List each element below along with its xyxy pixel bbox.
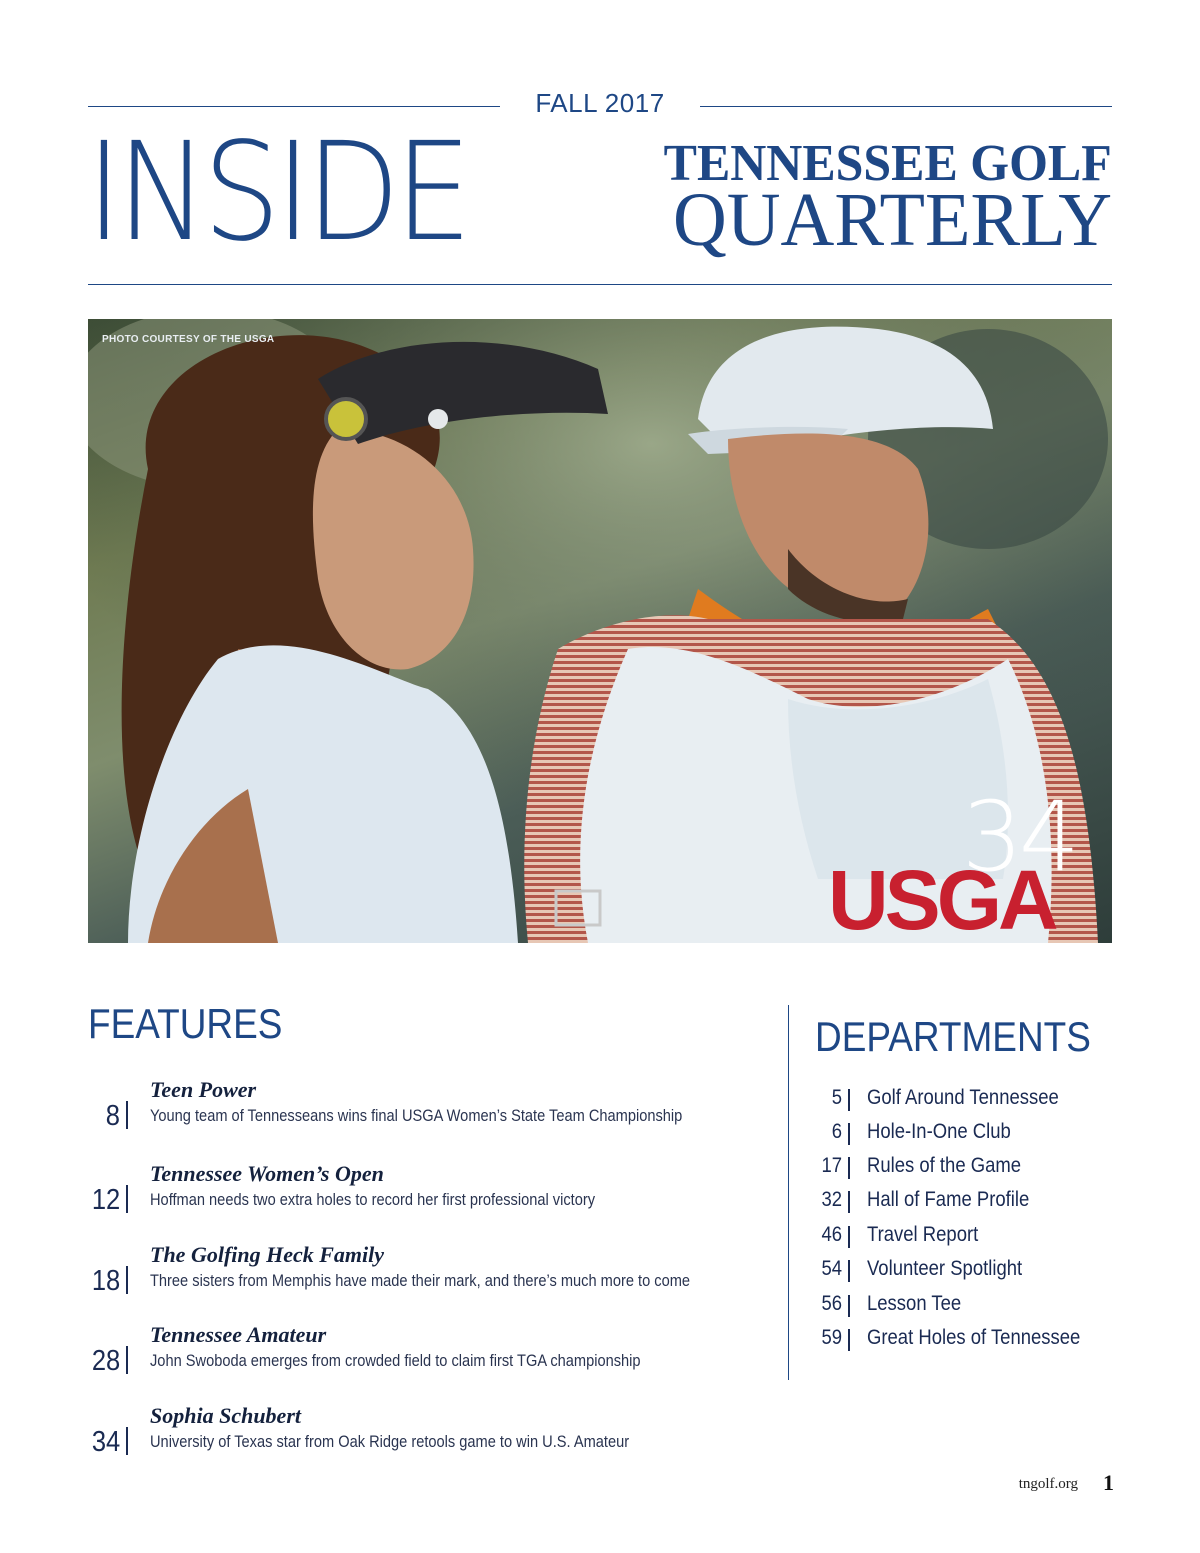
header-rule-left bbox=[88, 106, 500, 107]
department-label: Volunteer Spotlight bbox=[867, 1257, 1023, 1280]
feature-item[interactable] bbox=[88, 1403, 768, 1463]
feature-divider bbox=[126, 1185, 128, 1213]
department-divider bbox=[848, 1191, 850, 1213]
department-item[interactable] bbox=[790, 1118, 1110, 1152]
masthead-line1: TENNESSEE GOLF bbox=[663, 135, 1112, 192]
department-divider bbox=[848, 1260, 850, 1282]
department-item[interactable] bbox=[790, 1255, 1110, 1289]
masthead-line2: QUARTERLY bbox=[672, 178, 1112, 262]
department-page-number: 46 bbox=[821, 1223, 842, 1246]
department-page-number: 6 bbox=[831, 1120, 842, 1143]
feature-item[interactable] bbox=[88, 1242, 768, 1302]
department-divider bbox=[848, 1329, 850, 1351]
feature-title: Teen Power bbox=[150, 1077, 257, 1102]
column-divider bbox=[788, 1005, 789, 1380]
department-label: Travel Report bbox=[867, 1223, 979, 1246]
department-divider bbox=[848, 1123, 850, 1145]
footer-page-number: 1 bbox=[1103, 1470, 1114, 1495]
feature-divider bbox=[126, 1346, 128, 1374]
department-item[interactable] bbox=[790, 1186, 1110, 1220]
department-page-number: 56 bbox=[821, 1292, 842, 1315]
feature-divider bbox=[126, 1266, 128, 1294]
department-label: Golf Around Tennessee bbox=[867, 1086, 1059, 1109]
feature-page-number: 28 bbox=[91, 1345, 121, 1377]
department-page-number: 5 bbox=[831, 1086, 842, 1109]
feature-item[interactable] bbox=[88, 1322, 768, 1382]
department-item[interactable] bbox=[790, 1221, 1110, 1255]
feature-title: Tennessee Women’s Open bbox=[150, 1161, 384, 1186]
header-rule-right bbox=[700, 106, 1112, 107]
footer-website[interactable]: tngolf.org bbox=[1018, 1476, 1078, 1492]
inside-title: INSIDE bbox=[86, 114, 467, 272]
department-page-number: 59 bbox=[821, 1326, 842, 1349]
features-heading: FEATURES bbox=[88, 1000, 283, 1047]
feature-divider bbox=[126, 1101, 128, 1129]
feature-title: Sophia Schubert bbox=[150, 1403, 301, 1428]
feature-page-number: 12 bbox=[91, 1184, 121, 1216]
departments-heading: DEPARTMENTS bbox=[815, 1013, 1091, 1060]
photo-credit: PHOTO COURTESY OF THE USGA bbox=[102, 334, 275, 345]
department-label: Hall of Fame Profile bbox=[867, 1188, 1030, 1211]
feature-page-number: 8 bbox=[105, 1100, 120, 1132]
department-item[interactable] bbox=[790, 1324, 1110, 1358]
department-label: Rules of the Game bbox=[867, 1154, 1022, 1177]
feature-item[interactable] bbox=[88, 1077, 768, 1137]
department-label: Great Holes of Tennessee bbox=[867, 1326, 1081, 1349]
department-divider bbox=[848, 1226, 850, 1248]
cover-photo bbox=[88, 319, 1112, 943]
feature-description: University of Texas star from Oak Ridge retools game to win U.S. Amateur bbox=[150, 1432, 630, 1451]
feature-title: Tennessee Amateur bbox=[150, 1322, 327, 1347]
department-page-number: 32 bbox=[821, 1188, 842, 1211]
department-divider bbox=[848, 1295, 850, 1317]
feature-description: John Swoboda emerges from crowded field to claim first TGA championship bbox=[150, 1351, 641, 1370]
department-item[interactable] bbox=[790, 1152, 1110, 1186]
feature-description: Three sisters from Memphis have made their mark, and there’s much more to come bbox=[150, 1271, 691, 1290]
photo-page-reference: 34 bbox=[961, 781, 1076, 893]
masthead-rule-bottom bbox=[88, 284, 1112, 285]
feature-divider bbox=[126, 1427, 128, 1455]
feature-page-number: 34 bbox=[91, 1426, 121, 1458]
department-label: Lesson Tee bbox=[867, 1292, 962, 1315]
issue-date: FALL 2017 bbox=[535, 88, 665, 118]
department-item[interactable] bbox=[790, 1290, 1110, 1324]
department-page-number: 54 bbox=[821, 1257, 842, 1280]
department-item[interactable] bbox=[790, 1084, 1110, 1118]
photo-illustration bbox=[88, 319, 1112, 943]
feature-description: Hoffman needs two extra holes to record her first professional victory bbox=[150, 1190, 596, 1209]
feature-page-number: 18 bbox=[91, 1265, 121, 1297]
usga-logo-text: USGA bbox=[828, 853, 1055, 943]
feature-description: Young team of Tennesseans wins final USGA Women’s State Team Championship bbox=[150, 1106, 683, 1125]
department-divider bbox=[848, 1157, 850, 1179]
department-divider bbox=[848, 1089, 850, 1111]
department-page-number: 17 bbox=[821, 1154, 842, 1177]
feature-item[interactable] bbox=[88, 1161, 768, 1221]
feature-title: The Golfing Heck Family bbox=[150, 1242, 385, 1267]
department-label: Hole-In-One Club bbox=[867, 1120, 1011, 1143]
